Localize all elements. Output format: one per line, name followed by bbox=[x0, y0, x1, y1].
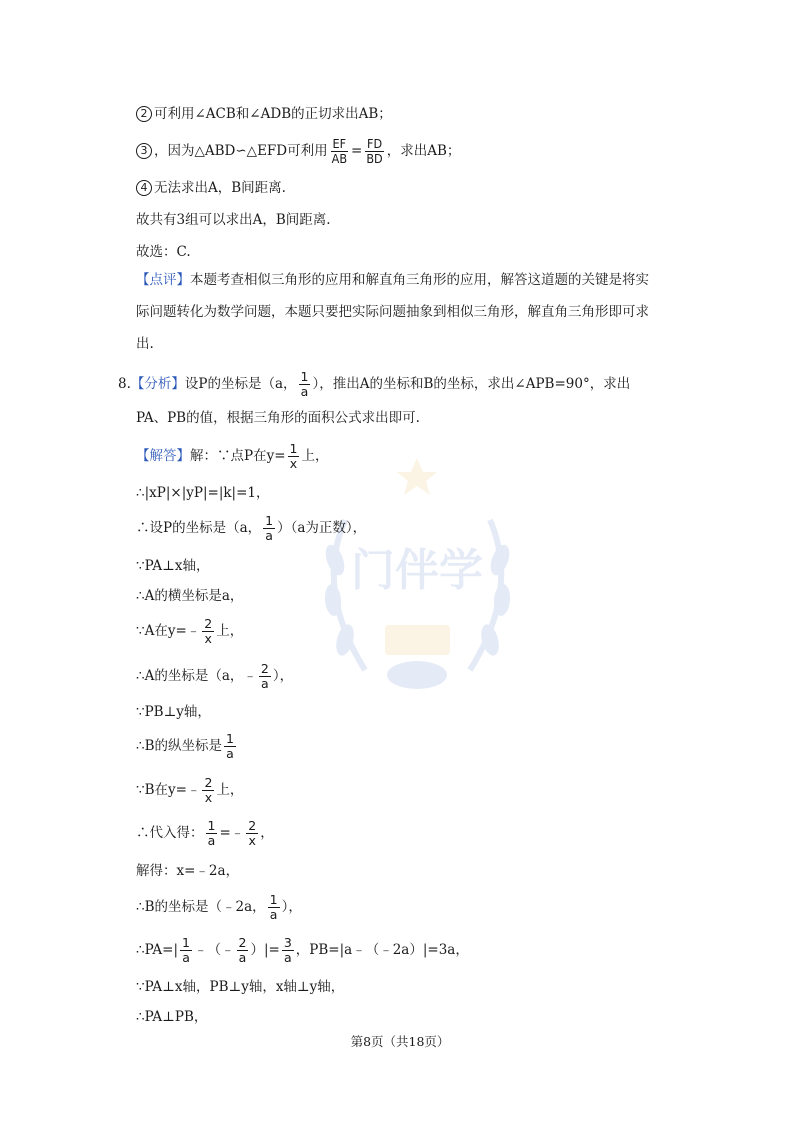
line-text: 上， bbox=[216, 623, 244, 639]
frac-num: 1 bbox=[182, 935, 190, 950]
step-line bbox=[136, 514, 366, 543]
step-line: ∵PA⊥x轴，PB⊥y轴，x轴⊥y轴， bbox=[136, 979, 345, 995]
answer-tag: 【解答】 bbox=[136, 448, 190, 464]
line-text: ∴A的坐标是（a，﹣ bbox=[136, 668, 257, 684]
fraction bbox=[282, 936, 294, 965]
line-text: ， bbox=[260, 825, 274, 841]
fraction bbox=[259, 662, 271, 691]
fraction bbox=[246, 819, 258, 848]
line-text: 上， bbox=[216, 782, 244, 798]
fraction bbox=[202, 776, 214, 805]
fraction-fd-bd bbox=[364, 137, 384, 166]
line-text: ∴B的纵坐标是 bbox=[136, 738, 223, 754]
frac-den: a bbox=[261, 676, 269, 691]
conclusion-line: 故共有3组可以求出A，B间距离. bbox=[136, 212, 331, 228]
watermark-text: 门伴学 bbox=[351, 545, 483, 596]
choice-line: 故选：C. bbox=[136, 244, 191, 260]
line-text: 上， bbox=[301, 448, 329, 464]
step-line: 解得：x=﹣2a， bbox=[136, 863, 240, 879]
step-line bbox=[136, 893, 302, 922]
line-text: ∵B在y=﹣ bbox=[136, 782, 201, 798]
q8-answer-line-1 bbox=[136, 442, 328, 471]
step-line: ∵PA⊥x轴， bbox=[136, 558, 210, 574]
circled-number: 4 bbox=[136, 180, 152, 196]
line-text: ）， bbox=[281, 899, 302, 915]
question-number: 8. bbox=[118, 376, 131, 392]
line-item-3 bbox=[136, 137, 460, 166]
circled-number: 2 bbox=[136, 106, 152, 122]
frac-den: BD bbox=[366, 151, 383, 166]
analysis-tag: 【分析】 bbox=[130, 376, 185, 392]
step-line: ∵PB⊥y轴， bbox=[136, 704, 211, 720]
step-line bbox=[136, 617, 243, 646]
step-line bbox=[136, 819, 274, 848]
line-text: ）|= bbox=[250, 942, 280, 958]
watermark-logo bbox=[305, 450, 530, 710]
line-text: ∴B的坐标是（﹣2a， bbox=[136, 899, 266, 915]
line-text: 解：∵点P在y= bbox=[190, 448, 286, 464]
fraction bbox=[206, 819, 218, 848]
frac-den: a bbox=[265, 528, 273, 543]
page-footer: 第8页（共18页） bbox=[350, 1034, 450, 1049]
line-text: ∵A在y=﹣ bbox=[136, 623, 201, 639]
frac-den: a bbox=[269, 907, 278, 922]
step-line bbox=[136, 662, 293, 691]
frac-den: a bbox=[207, 833, 216, 848]
frac-num: 2 bbox=[204, 775, 213, 790]
comment-line-3: 出. bbox=[136, 336, 154, 352]
frac-num: 2 bbox=[260, 661, 269, 676]
frac-num: 2 bbox=[248, 818, 257, 833]
fraction bbox=[268, 893, 280, 922]
frac-num: 1 bbox=[300, 369, 309, 384]
frac-den: a bbox=[182, 950, 190, 965]
line-text: ∴设P的坐标是（a， bbox=[136, 520, 262, 536]
frac-num: 1 bbox=[265, 513, 274, 528]
line-item-4 bbox=[136, 179, 286, 197]
frac-den: x bbox=[204, 790, 213, 805]
fraction bbox=[299, 370, 311, 399]
step-line: ∴PA⊥PB， bbox=[136, 1009, 208, 1025]
step-line: ∴A的横坐标是a， bbox=[136, 588, 244, 604]
circled-number: 3 bbox=[136, 143, 152, 159]
step-line bbox=[136, 776, 243, 805]
fraction-ef-ab bbox=[330, 137, 349, 166]
q8-analysis-line-2: PA、PB的值，根据三角形的面积公式求出即可. bbox=[136, 410, 420, 426]
frac-den: a bbox=[238, 950, 247, 965]
line-text: ，求出AB； bbox=[386, 143, 461, 159]
line-text: ∴代入得： bbox=[136, 825, 204, 841]
line-text: ﹣（﹣ bbox=[194, 942, 235, 958]
line-text: 可利用∠ACB和∠ADB的正切求出AB； bbox=[154, 106, 392, 122]
frac-num: 1 bbox=[289, 441, 298, 456]
frac-num: 3 bbox=[283, 935, 292, 950]
frac-den: a bbox=[300, 384, 309, 399]
frac-num: 2 bbox=[204, 616, 213, 631]
line-text: 本题考查相似三角形的应用和解直角三角形的应用，解答这道题的关键是将实 bbox=[190, 272, 649, 288]
step-line bbox=[136, 936, 469, 965]
line-text: ），推出A的坐标和B的坐标，求出∠APB=90°，求出 bbox=[312, 376, 631, 392]
line-text: ）（a为正数）， bbox=[277, 520, 367, 536]
frac-num: EF bbox=[332, 136, 347, 151]
comment-line-2: 际问题转化为数学问题，本题只要把实际问题抽象到相似三角形，解直角三角形即可求 bbox=[136, 304, 649, 320]
frac-num: FD bbox=[366, 136, 383, 151]
frac-den: x bbox=[204, 631, 212, 646]
step-line: ∴|xP|×|yP|=|k|=1， bbox=[136, 485, 270, 501]
frac-den: x bbox=[289, 456, 298, 471]
fraction bbox=[202, 617, 214, 646]
frac-num: 1 bbox=[207, 818, 216, 833]
line-text: ）， bbox=[272, 668, 294, 684]
frac-den: AB bbox=[331, 151, 348, 166]
comment-line-1 bbox=[136, 271, 649, 289]
step-line bbox=[136, 732, 238, 761]
equals: = bbox=[351, 143, 363, 159]
line-text: ，因为△ABD∽△EFD可利用 bbox=[154, 143, 328, 159]
line-text: ，PB=|a﹣（﹣2a）|=3a， bbox=[295, 942, 469, 958]
frac-den: a bbox=[226, 746, 234, 761]
line-text: 设P的坐标是（a， bbox=[184, 376, 297, 392]
fraction bbox=[288, 442, 300, 471]
fraction bbox=[263, 514, 275, 543]
frac-den: x bbox=[248, 833, 256, 848]
frac-num: 2 bbox=[238, 935, 247, 950]
line-item-2 bbox=[136, 105, 392, 123]
fraction bbox=[224, 732, 236, 761]
line-text: =﹣ bbox=[219, 825, 245, 841]
line-text: 无法求出A，B间距离. bbox=[154, 180, 286, 196]
fraction bbox=[237, 936, 249, 965]
frac-num: 1 bbox=[269, 892, 278, 907]
q8-analysis-line-1 bbox=[118, 370, 630, 399]
frac-num: 1 bbox=[226, 731, 234, 746]
comment-tag: 【点评】 bbox=[136, 272, 190, 288]
fraction bbox=[180, 936, 192, 965]
frac-den: a bbox=[283, 950, 292, 965]
line-text: ∴PA=| bbox=[136, 942, 179, 958]
